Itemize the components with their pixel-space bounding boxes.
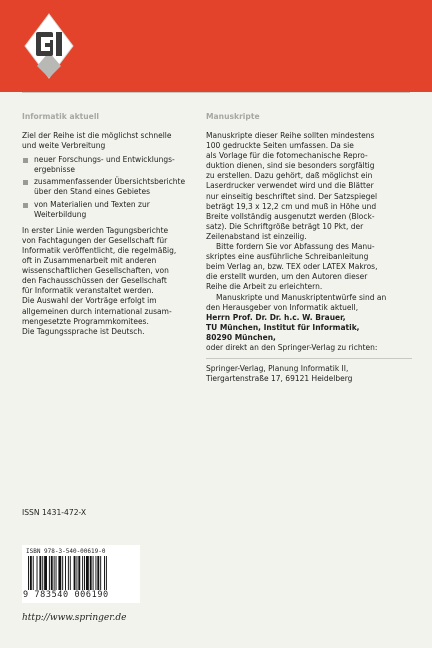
list-item: zusammenfassender Übersichtsberichte über den Stand eines Gebietes bbox=[22, 177, 194, 197]
para-line: zu erstellen. Dazu gehört, daß möglichst ein bbox=[206, 171, 373, 181]
isbn-label: ISBN 978-3-540-00619-0 bbox=[26, 548, 106, 555]
issn-number: ISSN 1431-472-X bbox=[22, 508, 87, 517]
para-line: Manuskripte dieser Reihe sollten mindestens bbox=[206, 131, 375, 140]
body-line: wissenschaftlichen Gesellschaften, von bbox=[22, 266, 169, 276]
header-rule bbox=[22, 92, 410, 93]
right-heading: Manuskripte bbox=[206, 112, 260, 121]
para-line: beim Verlag an, bzw. TEX oder LATEX Makros, bbox=[206, 262, 378, 272]
body-line: von Fachtagungen der Gesellschaft für bbox=[22, 235, 168, 245]
para-line: die erstellt wurden, um den Autoren dieser bbox=[206, 272, 368, 282]
body-line: oft in Zusammenarbeit mit anderen bbox=[22, 256, 157, 266]
list-item: neuer Forschungs- und Entwicklungs- ergebnisse bbox=[22, 155, 194, 175]
body-line: den Fachausschüssen der Gesellschaft bbox=[22, 276, 167, 286]
body-line: mengesetzte Programmkomitees. bbox=[22, 316, 149, 326]
left-column bbox=[22, 131, 194, 337]
left-heading: Informatik aktuell bbox=[22, 112, 100, 121]
body-line: In erster Linie werden Tagungsberichte bbox=[22, 225, 169, 235]
body-line: Informatik veröffentlicht, die regelmäßig, bbox=[22, 245, 177, 255]
list-item: von Materialien und Texten zur Weiterbildung bbox=[22, 200, 194, 220]
para-line: Manuskripte und Manuskriptentwürfe sind an bbox=[216, 292, 387, 302]
publisher-address-line: Springer-Verlag, Planung Informatik II, bbox=[206, 364, 349, 374]
para-line: Reihe die Arbeit zu erleichtern. bbox=[206, 282, 323, 292]
publisher-address-line: Tiergartenstraße 17, 69121 Heidelberg bbox=[206, 374, 353, 384]
gi-logo bbox=[23, 12, 75, 80]
para-line: beträgt 19,3 x 12,2 cm und muß in Höhe und bbox=[206, 201, 377, 211]
para-line: als Vorlage für die fotomechanische Repro- bbox=[206, 151, 368, 161]
para-line: Bitte fordern Sie vor Abfassung des Manu- bbox=[216, 242, 375, 252]
goal-list bbox=[22, 155, 194, 220]
editor-address-line: Herrn Prof. Dr. Dr. h.c. W. Brauer, bbox=[206, 312, 346, 322]
para-line: den Herausgeber von Informatik aktuell, bbox=[206, 302, 359, 312]
editor-address-line: 80290 München, bbox=[206, 332, 276, 342]
para-line: skriptes eine ausführliche Schreibanleitung bbox=[206, 252, 369, 262]
editor-address-line: TU München, Institut für Informatik, bbox=[206, 322, 360, 332]
publisher-url[interactable]: http://www.springer.de bbox=[22, 613, 127, 623]
para-line: nur einseitig beschriftet sind. Der Satzspiegel bbox=[206, 191, 378, 201]
body-line: Die Tagungssprache ist Deutsch. bbox=[22, 326, 145, 336]
body-line: allgemeinen durch international zusam- bbox=[22, 306, 172, 316]
barcode-bars bbox=[26, 556, 136, 590]
body-line: für Informatik veranstaltet werden. bbox=[22, 286, 154, 296]
body-line: Die Auswahl der Vorträge erfolgt im bbox=[22, 296, 157, 306]
barcode-digits: 9 783540 006190 bbox=[23, 590, 109, 600]
para-line: Laserdrucker verwendet wird und die Blätter bbox=[206, 181, 374, 191]
right-column bbox=[206, 131, 412, 384]
isbn-barcode bbox=[22, 545, 140, 603]
para-line: oder direkt an den Springer-Verlag zu richten: bbox=[206, 342, 378, 352]
para-line: satz). Die Schriftgröße beträgt 10 Pkt, der bbox=[206, 221, 364, 231]
para-line: Zeilenabstand ist einzeilig. bbox=[206, 231, 307, 241]
para-line: Breite vollständig ausgenutzt werden (Block- bbox=[206, 211, 375, 221]
intro-line: Ziel der Reihe ist die möglichst schnelle bbox=[22, 131, 172, 140]
address-divider bbox=[206, 358, 412, 359]
para-line: 100 gedruckte Seiten umfassen. Da sie bbox=[206, 141, 354, 151]
intro-line: und weite Verbreitung bbox=[22, 141, 106, 151]
para-line: duktion dienen, sind sie besonders sorgfältig bbox=[206, 161, 375, 171]
